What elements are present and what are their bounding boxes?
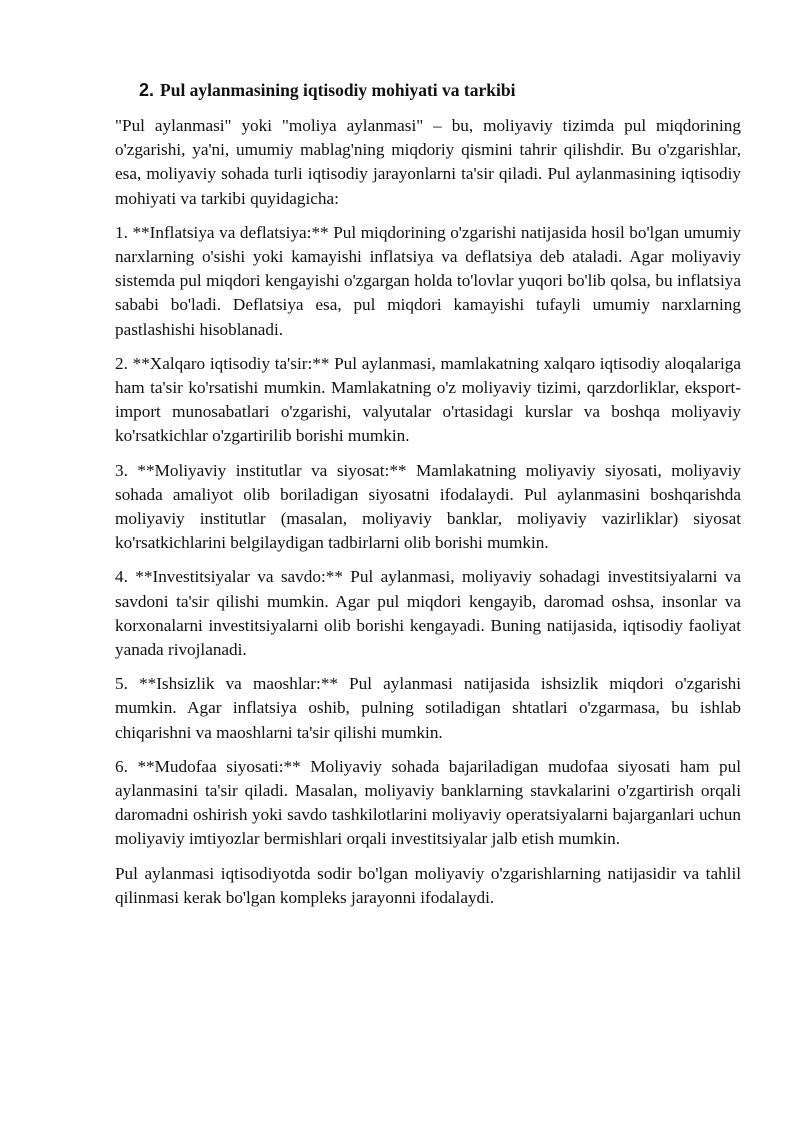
section-title: Pul aylanmasining iqtisodiy mohiyati va tarkibi xyxy=(160,80,516,100)
paragraph-inflation: 1. **Inflatsiya va deflatsiya:** Pul miqdorining o'zgarishi natijasida hosil bo'lgan umumiy narxlarning o'sishi yoki kamayishi inflatsiya va deflatsiya deb ataladi. Agar moliyaviy sistemda pul miqdori kengayishi o'zgargan holda to'lovlar yuqori bo'lib qolsa, bu inflatsiya sababi bo'ladi. Deflatsiya esa, pul miqdori kamayishi tufayli umumiy narxlarning pastlashishi hisoblanadi. xyxy=(115,222,741,339)
paragraph-investments: 4. **Investitsiyalar va savdo:** Pul aylanmasi, moliyaviy sohadagi investitsiyalarni va savdoni ta'sir qilishi mumkin. Agar pul miqdori kengayib, daromad oshsa, insonlar va korxonalarni investitsiyalarni olib borishi kengayadi. Buning natijasida, iqtisodiy faoliyat yanada rivojlanadi. xyxy=(115,567,741,660)
section-number: 2. xyxy=(139,80,155,100)
section-heading xyxy=(115,78,741,102)
intro-paragraph: "Pul aylanmasi" yoki "moliya aylanmasi" – bu, moliyaviy tizimda pul miqdorining o'zgarishi, ya'ni, umumiy mablag'ning miqdoriy qismini tahrir qilishdir. Bu o'zgarishlar, esa, moliyaviy sohada turli iqtisodiy jarayonlarni ta'sir qiladi. Pul aylanmasining iqtisodiy mohiyati va tarkibi quyidagicha: xyxy=(115,116,741,208)
document-page xyxy=(115,78,741,920)
conclusion-paragraph: Pul aylanmasi iqtisodiyotda sodir bo'lgan moliyaviy o'zgarishlarning natijasidir va tahlil qilinmasi kerak bo'lgan kompleks jarayonni ifodalaydi. xyxy=(115,863,741,907)
paragraph-institutions: 3. **Moliyaviy institutlar va siyosat:** Mamlakatning moliyaviy siyosati, moliyaviy sohada amaliyot olib boriladigan siyosatni ifodalaydi. Pul aylanmasini boshqarishda moliyaviy institutlar (masalan, moliyaviy banklar, moliyaviy vazirliklar) siyosat ko'rsatkichlarini belgilaydigan tadbirlarni olib borishi mumkin. xyxy=(115,460,741,553)
paragraph-international: 2. **Xalqaro iqtisodiy ta'sir:** Pul aylanmasi, mamlakatning xalqaro iqtisodiy aloqalariga ham ta'sir ko'rsatishi mumkin. Mamlakatning o'z moliyaviy tizimi, qarzdorliklar, eksport-import munosabatlari o'zgarishi, valyutalar o'rtasidagi kurslar va boshqa moliyaviy ko'rsatkichlar o'zgartirilib borishi mumkin. xyxy=(115,353,741,446)
paragraph-unemployment: 5. **Ishsizlik va maoshlar:** Pul aylanmasi natijasida ishsizlik miqdori o'zgarishi mumkin. Agar inflatsiya oshib, pulning sotiladigan shtatlari o'zgarmasa, bu ishlab chiqarishni va maoshlarni ta'sir qilishi mumkin. xyxy=(115,674,741,742)
paragraph-defense-policy: 6. **Mudofaa siyosati:** Moliyaviy sohada bajariladigan mudofaa siyosati ham pul aylanmasini ta'sir qiladi. Masalan, moliyaviy banklarning stavkalarini o'zgartirish orqali daromadni oshirish yoki savdo tashkilotlarini moliyaviy operatsiyalarni bajarganlari uchun moliyaviy imtiyozlar bermishlari orqali investitsiyalar jalb etish mumkin. xyxy=(115,756,741,849)
